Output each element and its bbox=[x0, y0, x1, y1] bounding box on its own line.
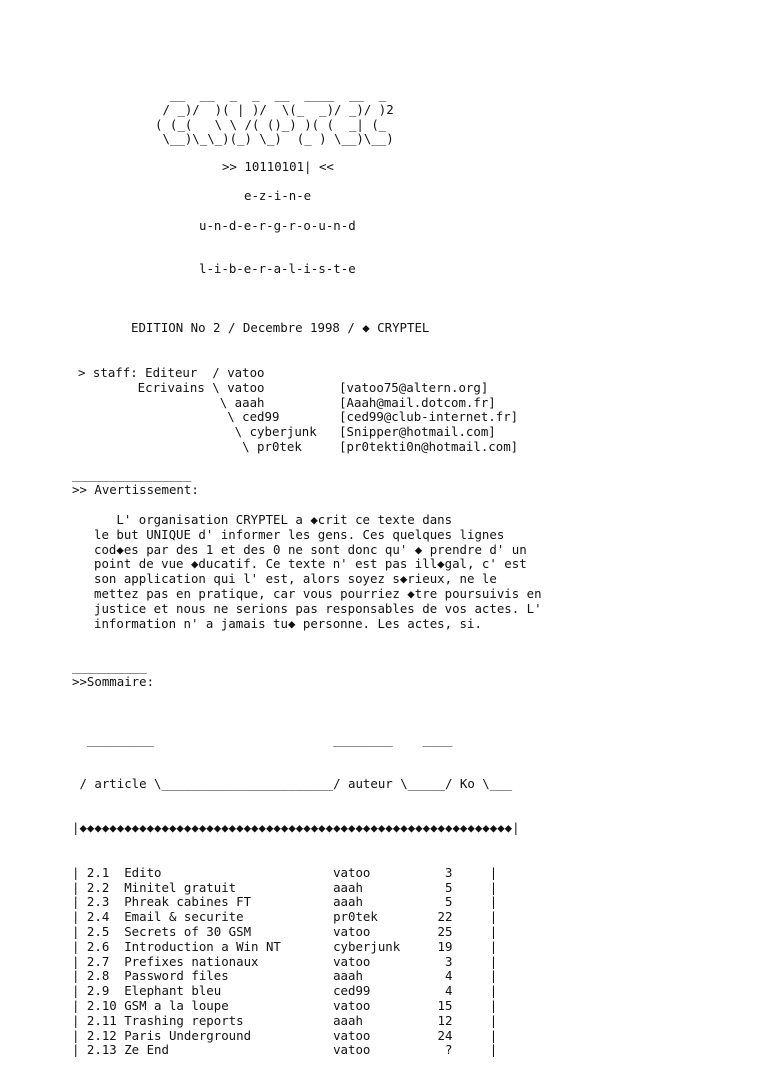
toc-row: | 2.7 Prefixes nationaux vatoo 3 | bbox=[72, 953, 498, 969]
warning-body: L' organisation CRYPTEL a ◆crit ce texte dans le but UNIQUE d' informer les gens. Ces quelques lignes cod◆es par des 1 et des 0 ne sont donc qu' ◆ prendre d' un point de vue ◆ducatif. Ce texte n' est pas ill◆gal, c' est son application qui l' est, alors soyez s◆rieux, ne le mettez pas en pratique, car vous pourriez ◆tre poursuivis en justice et nous ne serions pas responsables de vos actes. L' information n' a jamais tu◆ personne. Les actes, si. bbox=[94, 512, 542, 631]
staff-list: > staff: Editeur / vatoo Ecrivains \ vatoo [vatoo75@altern.org] \ aaah [Aaah@mail.dotcom.fr] \ ced99 [ced99@club-internet.fr] \ cyberjunk [Snipper@hotmail.com] \ pr0tek [pr0tekti0n@hotmail.com] bbox=[78, 365, 519, 454]
toc-header-top: _________ ________ ____ bbox=[72, 731, 453, 747]
edition-line: EDITION No 2 / Decembre 1998 / ◆ CRYPTEL bbox=[131, 320, 430, 335]
toc-row: | 2.3 Phreak cabines FT aaah 5 | bbox=[72, 894, 498, 910]
section-rule-toc: __________ bbox=[72, 659, 147, 674]
toc-row: | 2.6 Introduction a Win NT cyberjunk 19 | bbox=[72, 938, 498, 954]
toc-rows bbox=[72, 866, 520, 1058]
toc-header: / article \_______________________/ auteur \_____/ Ko \___ bbox=[72, 775, 513, 791]
toc-header-rule: |◆◆◆◆◆◆◆◆◆◆◆◆◆◆◆◆◆◆◆◆◆◆◆◆◆◆◆◆◆◆◆◆◆◆◆◆◆◆◆◆◆◆◆◆◆◆◆◆◆◆◆◆◆◆◆◆◆◆| bbox=[72, 820, 520, 836]
warning-title: >> Avertissement: bbox=[72, 482, 199, 497]
toc-row: | 2.11 Trashing reports aaah 12 | bbox=[72, 1012, 498, 1028]
toc-row: | 2.8 Password files aaah 4 | bbox=[72, 968, 498, 984]
ascii-logo: __ __ _ _ __ ____ __ _ / _)/ )( | )/ \(_ _)/ _)/ )2 ( (_( \ \ /( ()_) )( ( _| (_ \__)\_\_)(_) \_) (_ ) \__)\__) bbox=[155, 87, 394, 147]
section-rule-warning: ________________ bbox=[72, 467, 192, 482]
toc-row: | 2.9 Elephant bleu ced99 4 | bbox=[72, 983, 498, 999]
toc-row: | 2.1 Edito vatoo 3 | bbox=[72, 864, 498, 880]
toc-row: | 2.10 GSM a la loupe vatoo 15 | bbox=[72, 997, 498, 1013]
toc-row: | 2.13 Ze End vatoo ? | bbox=[72, 1042, 498, 1058]
ezine-tag: e-z-i-n-e bbox=[244, 188, 312, 203]
toc-title: >>Sommaire: bbox=[72, 674, 155, 689]
underground-tag: u-n-d-e-r-g-r-o-u-n-d bbox=[199, 218, 356, 233]
liberaliste-tag: l-i-b-e-r-a-l-i-s-t-e bbox=[199, 261, 356, 276]
toc-row: | 2.2 Minitel gratuit aaah 5 | bbox=[72, 879, 498, 895]
toc-table bbox=[72, 703, 520, 1088]
toc-row: | 2.12 Paris Underground vatoo 24 | bbox=[72, 1027, 498, 1043]
binary-tag: >> 10110101| << bbox=[222, 159, 334, 174]
toc-row: | 2.4 Email & securite pr0tek 22 | bbox=[72, 909, 498, 925]
toc-row: | 2.5 Secrets of 30 GSM vatoo 25 | bbox=[72, 923, 498, 939]
